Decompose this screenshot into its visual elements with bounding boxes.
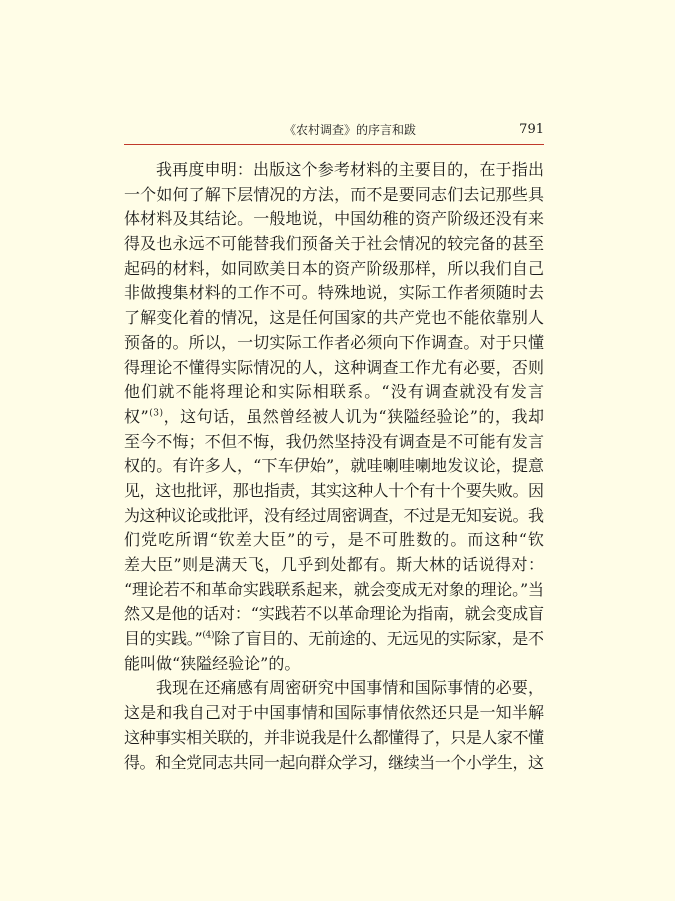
text-segment: 预备的。所以，一切实际工作者必须向下作调查。对于只懂 [124, 332, 545, 352]
text-line [124, 356, 544, 381]
text-segment: 他们就不能将理论和实际相联系。“没有调查就没有发言 [124, 382, 546, 402]
text-segment: 权的。有许多人，“下车伊始”，就哇喇哇喇地发议论，提意 [124, 456, 545, 476]
text-line [124, 701, 544, 726]
header-rule [124, 144, 544, 145]
text-segment: 一个如何了解下层情况的方法，而不是要同志们去记那些具 [124, 184, 545, 204]
text-fragment: 除了盲目的、无前途的、无远见的实际家，是不 [214, 629, 544, 649]
text-line [124, 158, 544, 183]
text-segment: “理论若不和革命实践联系起来，就会变成无对象的理论。”当 [124, 579, 544, 599]
text-fragment: ，这句话，虽然曾经被人讥为“狭隘经验论”的，我却 [163, 406, 545, 426]
footnote-ref: (4) [202, 630, 215, 641]
footnote-ref: (3) [149, 408, 164, 419]
page-header [124, 122, 544, 144]
body-text [124, 158, 544, 775]
text-line [124, 405, 544, 430]
text-segment: 了解变化着的情况，这是任何国家的共产党也不能依靠别人 [124, 308, 545, 328]
text-line [124, 726, 544, 751]
text-segment: 我现在还痛感有周密研究中国事情和国际事情的必要， [156, 678, 545, 698]
text-line [124, 183, 544, 208]
text-line [124, 751, 544, 776]
text-line [124, 578, 544, 603]
text-line [124, 479, 544, 504]
text-segment: 这是和我自己对于中国事情和国际事情依然还只是一知半解 [124, 703, 545, 723]
text-line [124, 207, 544, 232]
text-line [124, 430, 544, 455]
text-line [124, 306, 544, 331]
text-line [124, 257, 544, 282]
text-line [124, 504, 544, 529]
text-line [124, 676, 544, 701]
page-number: 791 [519, 122, 544, 137]
text-line [124, 454, 544, 479]
text-segment: 能叫做“狭隘经验论”的。 [124, 653, 301, 673]
text-fragment: 权” [124, 406, 150, 426]
text-segment: 我再度申明：出版这个参考材料的主要目的，在于指出 [156, 160, 545, 179]
text-line [124, 281, 544, 306]
text-line [124, 380, 544, 405]
text-segment: 见，这也批评，那也指责，其实这种人十个有十个要失败。因 [124, 480, 544, 500]
text-line [124, 528, 544, 553]
text-segment: 这种事实相关联的，并非说我是什么都懂得了，只是人家不懂 [124, 727, 544, 747]
text-line [124, 331, 544, 356]
text-segment [124, 627, 544, 652]
text-line [124, 553, 544, 578]
text-fragment: 目的实践。” [124, 629, 203, 649]
text-line [124, 627, 544, 652]
text-line [124, 232, 544, 257]
text-segment: 至今不悔；不但不悔，我仍然坚持没有调查是不可能有发言 [124, 431, 545, 451]
running-title: 《农村调查》的序言和跋 [284, 123, 417, 137]
text-segment: 得理论不懂得实际情况的人，这种调查工作尤有必要，否则 [124, 357, 545, 377]
text-segment: 体材料及其结论。一般地说，中国幼稚的资产阶级还没有来 [124, 209, 545, 229]
text-segment: 得。和全党同志共同一起向群众学习，继续当一个小学生，这 [124, 752, 544, 772]
text-segment: 为这种议论或批评，没有经过周密调查，不过是无知妄说。我 [124, 505, 544, 525]
text-segment: 得及也永远不可能替我们预备关于社会情况的较完备的甚至 [124, 234, 545, 254]
text-segment: 们党吃所谓“钦差大臣”的亏，是不可胜数的。而这种“钦 [124, 530, 546, 550]
text-segment: 起码的材料，如同欧美日本的资产阶级那样，所以我们自己 [124, 258, 545, 278]
text-line [124, 602, 544, 627]
text-segment [124, 405, 545, 430]
text-line [124, 652, 544, 677]
text-segment: 然又是他的话对：“实践若不以革命理论为指南，就会变成盲 [124, 604, 544, 624]
text-segment: 差大臣”则是满天飞，几乎到处都有。斯大林的话说得对： [124, 555, 545, 574]
text-segment: 非做搜集材料的工作不可。特殊地说，实际工作者须随时去 [124, 283, 545, 303]
